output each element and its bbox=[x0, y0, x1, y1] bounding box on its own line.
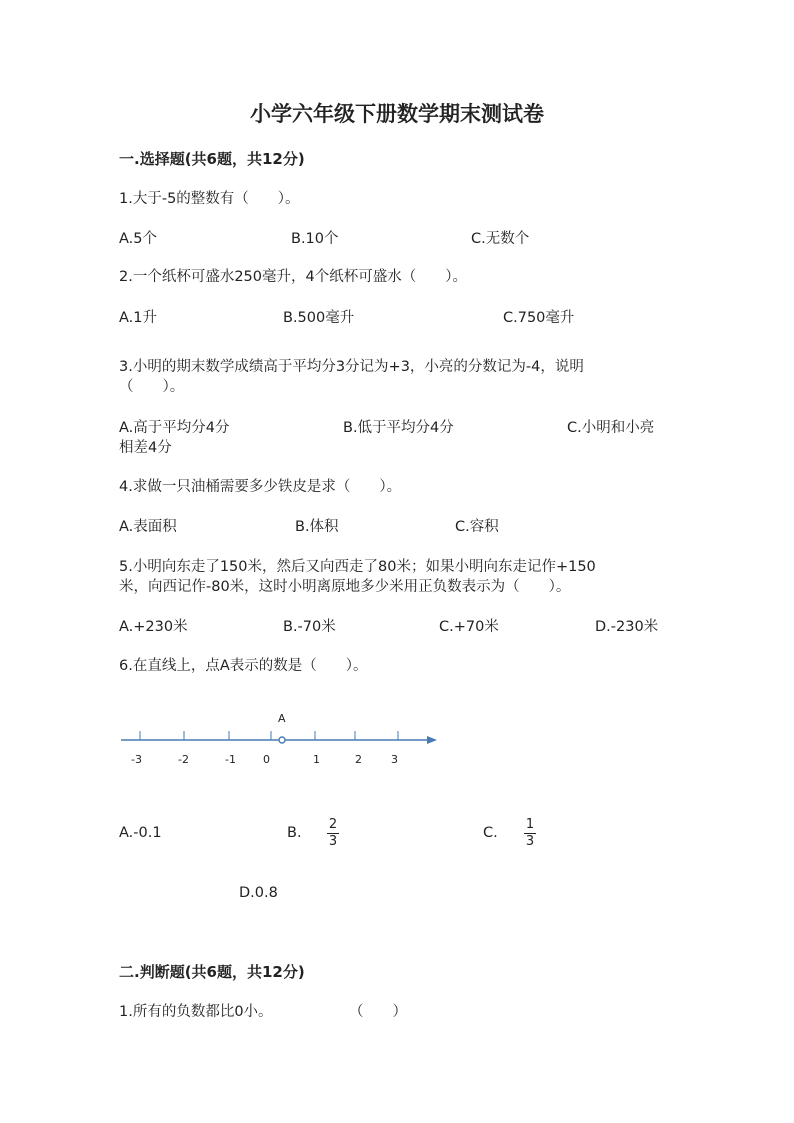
number-line-tick-label: 3 bbox=[391, 753, 398, 766]
question-6-option-d: D.0.8 bbox=[239, 885, 278, 901]
number-line bbox=[115, 705, 445, 775]
question-6-stem: 6.在直线上，点A表示的数是（ ）。 bbox=[119, 658, 368, 674]
question-6-option-c: C. bbox=[483, 825, 498, 841]
number-line-point-label: A bbox=[278, 712, 286, 725]
question-1-option-a: A.5个 bbox=[119, 231, 157, 247]
question-3-option-b: B.低于平均分4分 bbox=[343, 420, 454, 436]
question-4-option-c: C.容积 bbox=[455, 519, 499, 535]
fraction-two-thirds bbox=[327, 818, 339, 849]
section-heading-judge: 二.判断题(共6题，共12分) bbox=[119, 963, 305, 981]
number-line-tick-label: -3 bbox=[131, 753, 142, 766]
question-6-option-b: B. bbox=[287, 825, 302, 841]
fraction-one-third bbox=[524, 818, 536, 849]
question-3-option-a: A.高于平均分4分 bbox=[119, 420, 230, 436]
question-5-option-c: C.+70米 bbox=[439, 619, 499, 635]
number-line-tick-label: 1 bbox=[313, 753, 320, 766]
question-3-stem-line-1: 3.小明的期末数学成绩高于平均分3分记为+3，小亮的分数记为-4，说明 bbox=[119, 359, 584, 375]
judge-1-stem: 1.所有的负数都比0小。 bbox=[119, 1004, 273, 1020]
question-3-stem-line-2: （ ）。 bbox=[119, 379, 185, 395]
question-4-stem: 4.求做一只油桶需要多少铁皮是求（ ）。 bbox=[119, 479, 402, 495]
judge-1-blank[interactable]: （ ） bbox=[349, 1004, 407, 1020]
question-5-option-b: B.-70米 bbox=[283, 619, 336, 635]
question-2-stem: 2.一个纸杯可盛水250毫升，4个纸杯可盛水（ ）。 bbox=[119, 269, 467, 285]
number-line-point-a bbox=[279, 737, 285, 743]
question-1-option-c: C.无数个 bbox=[471, 231, 530, 247]
question-3-option-c: C.小明和小亮 bbox=[567, 420, 655, 436]
question-5-option-d: D.-230米 bbox=[595, 619, 659, 635]
question-2-option-b: B.500毫升 bbox=[283, 310, 355, 326]
question-2-option-c: C.750毫升 bbox=[503, 310, 575, 326]
question-5-option-a: A.+230米 bbox=[119, 619, 188, 635]
number-line-tick-label: 2 bbox=[355, 753, 362, 766]
question-5-stem-line-1: 5.小明向东走了150米，然后又向西走了80米；如果小明向东走记作+150 bbox=[119, 559, 596, 575]
question-6-option-a: A.-0.1 bbox=[119, 825, 162, 841]
number-line-tick-label: -1 bbox=[225, 753, 236, 766]
question-5-stem-line-2: 米，向西记作-80米，这时小明离原地多少米用正负数表示为（ ）。 bbox=[119, 579, 571, 595]
fraction-denominator: 3 bbox=[525, 834, 535, 849]
number-line-arrow bbox=[427, 736, 437, 744]
question-3-option-c-wrap: 相差4分 bbox=[119, 440, 172, 456]
question-1-option-b: B.10个 bbox=[291, 231, 339, 247]
fraction-numerator: 1 bbox=[525, 817, 535, 832]
section-heading-choice: 一.选择题(共6题，共12分) bbox=[119, 150, 305, 168]
question-4-option-b: B.体积 bbox=[295, 519, 339, 535]
question-2-option-a: A.1升 bbox=[119, 310, 157, 326]
number-line-tick-label: 0 bbox=[263, 753, 270, 766]
fraction-denominator: 3 bbox=[328, 834, 338, 849]
fraction-numerator: 2 bbox=[328, 817, 338, 832]
question-1-stem: 1.大于-5的整数有（ ）。 bbox=[119, 191, 300, 207]
page-title: 小学六年级下册数学期末测试卷 bbox=[250, 101, 544, 126]
question-4-option-a: A.表面积 bbox=[119, 519, 177, 535]
number-line-tick-label: -2 bbox=[178, 753, 189, 766]
